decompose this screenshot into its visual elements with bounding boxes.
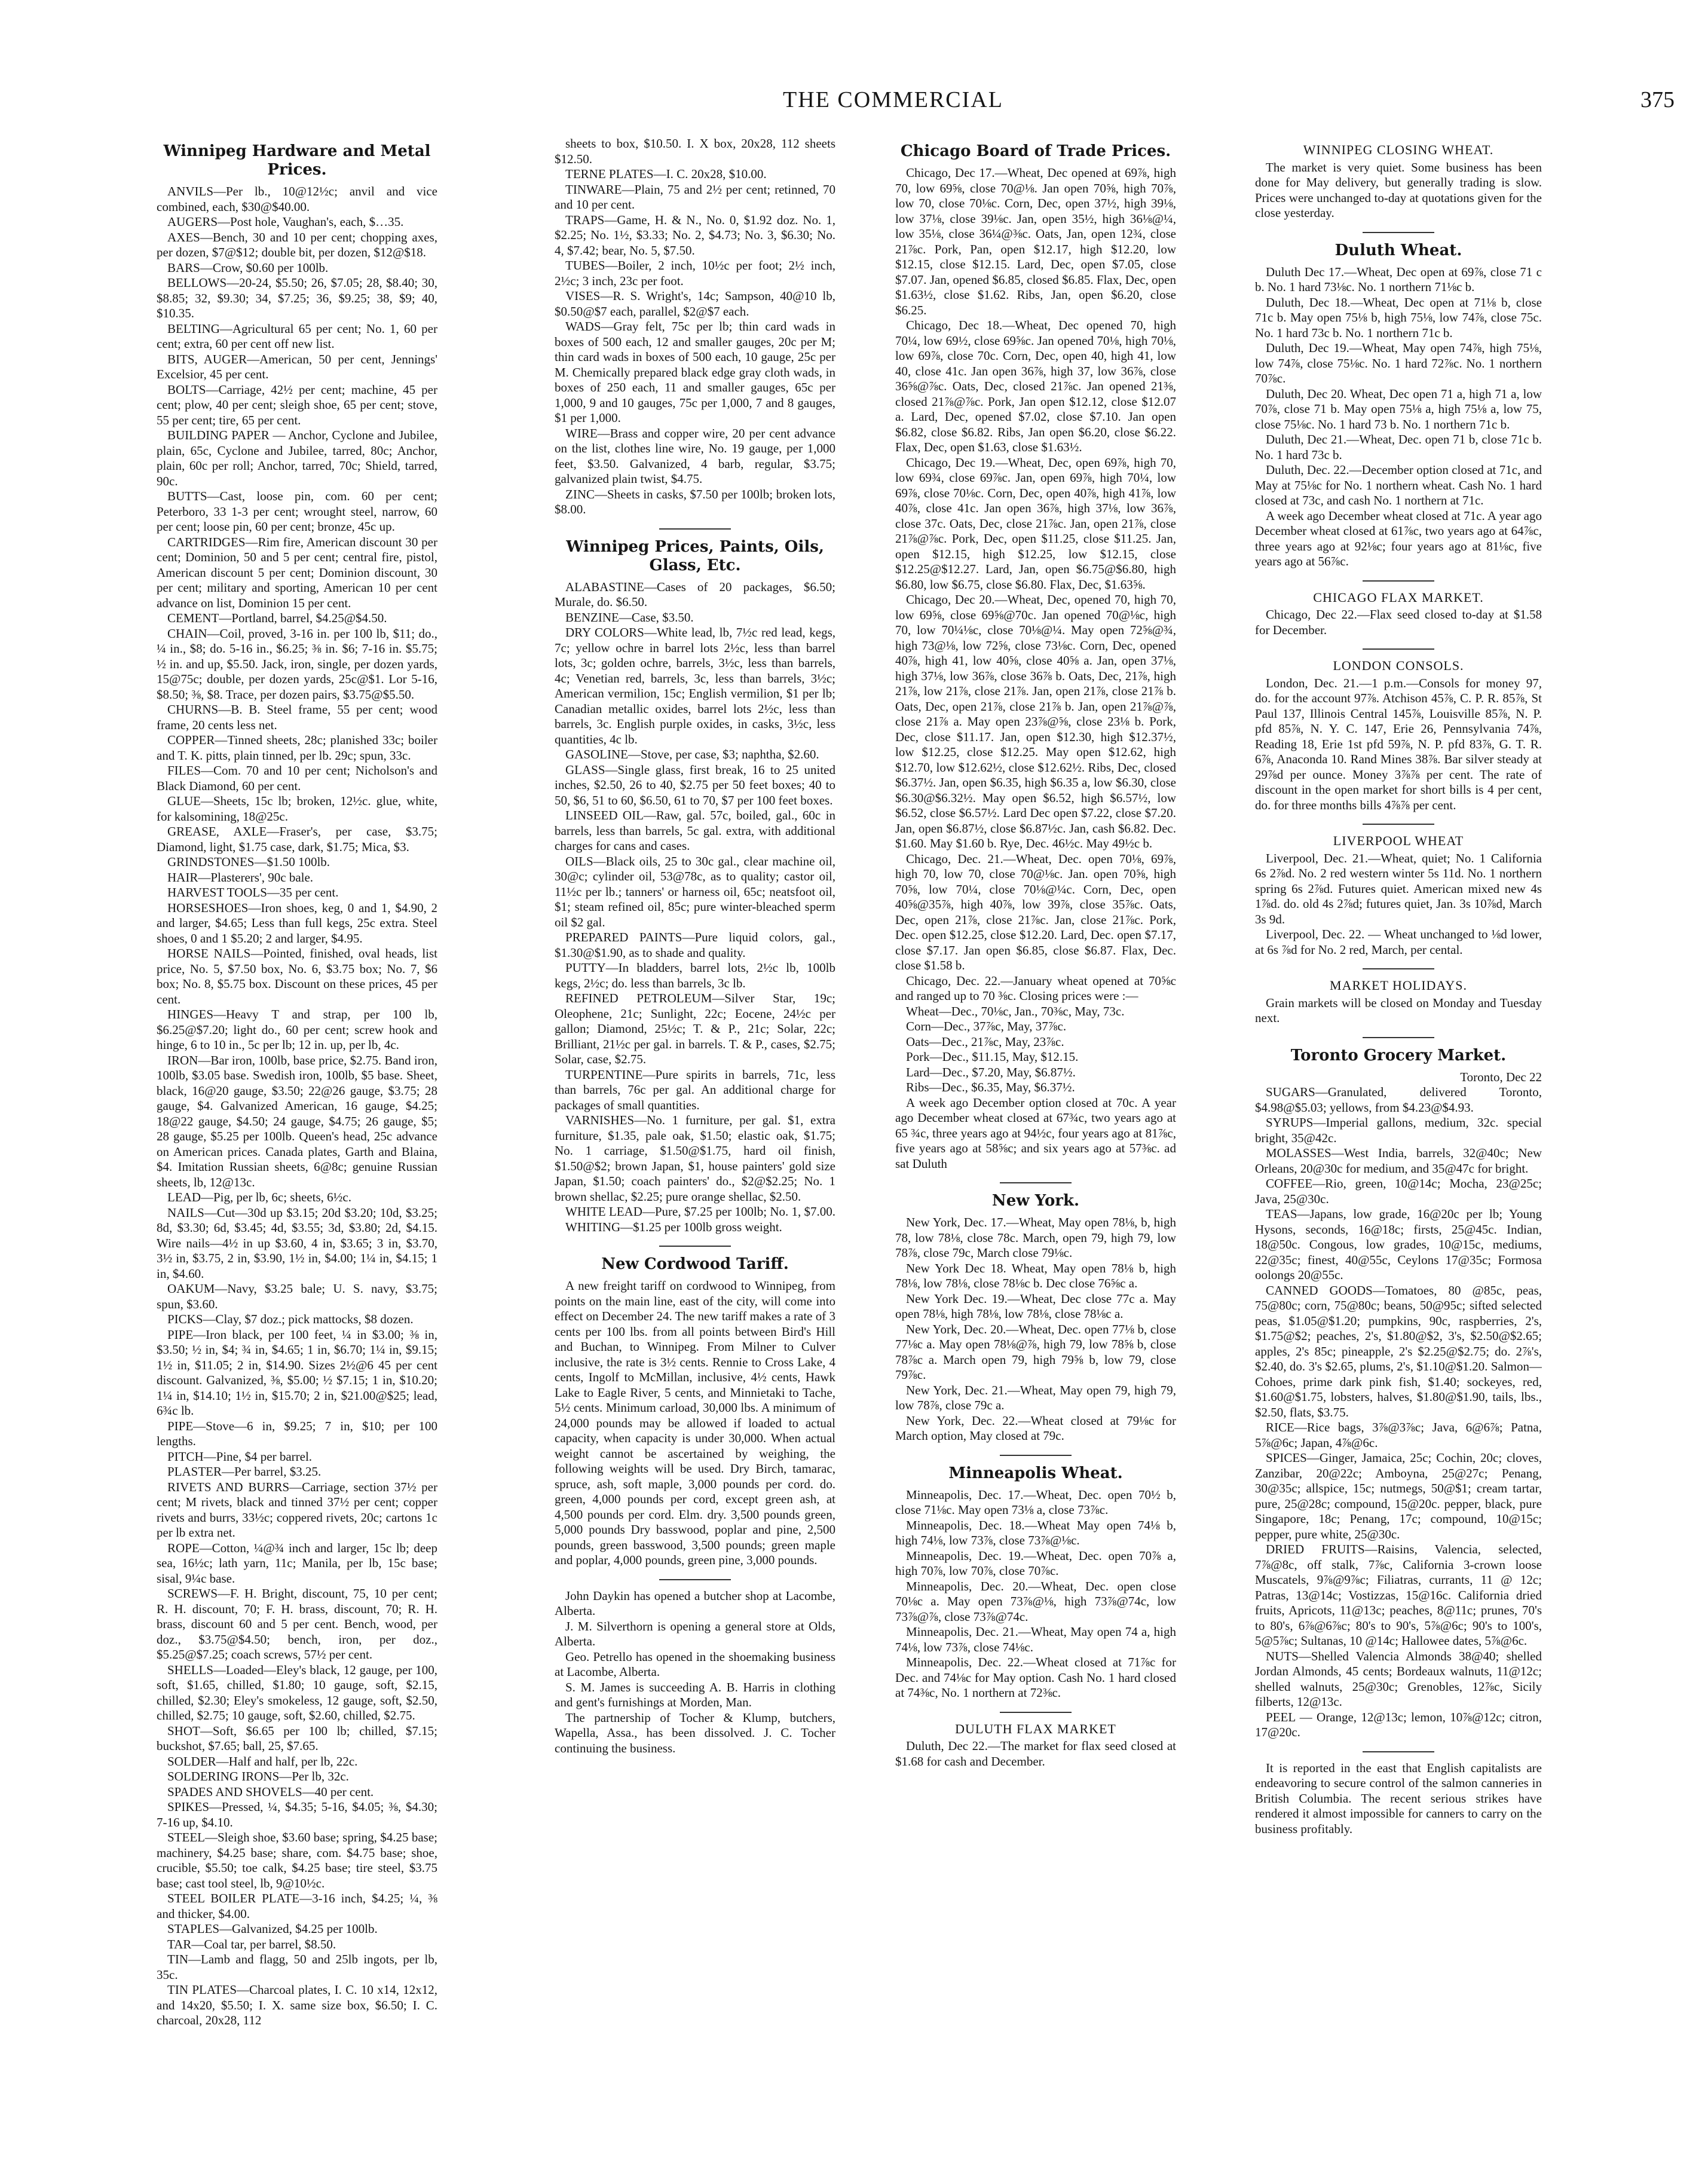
section-heading-minneapolis: Minneapolis Wheat. [948,1464,1123,1482]
news-item: John Daykin has opened a butcher shop at Lacombe, Alberta. [555,1588,835,1618]
section-heading-duluth-wheat: Duluth Wheat. [1334,241,1462,259]
price-entry: SPICES—Ginger, Jamaica, 25c; Cochin, 20c; cloves, Zanzibar, 20@22c; Amboyna, 25@27c; Penang, 30@35c; allspice, 15c; nutmegs, 50@$1; cream tartar, pure, 25@28c; compound, 15@20c. pepper, black, pure Singapore, 18c; Penang, 17c; compound, 10@15c; pepper, pure white, 25@30c. [1255,1451,1542,1541]
price-entry: OILS—Black oils, 25 to 30c gal., clear machine oil, 30@c; cylinder oil, 53@78c, as to quality; castor oil, 11½c per lb.; tanners' or harness oil, 65c; neatsfoot oil, $1; steam refined oil, 85c; pure winter-bleached sperm oil $2 gal. [555,853,835,929]
daily-report: New York, Dec. 22.—Wheat closed at 79⅛c for March option, May closed at 79c. [895,1413,1176,1443]
price-entry: HAIR—Plasterers', 90c bale. [167,870,314,885]
price-entry: DRIED FRUITS—Raisins, Valencia, selected, 7⅞@8c, off stalk, 7⅞c, California 3-crown loose Muscatels, 9⅞@9⅞c; Filiatras, currants, 11 @ 12c; Patras, 13@14c; Vostizzas, 15@16c. California dried fruits, Apricots, 11@13c; peaches, 8@11c; prunes, 70's to 80's, 6⅞@6⅞c; 80's to 90's, 5⅞@6c; 90's to 100's, 5@5⅞c; Sultanas, 10 @14c; Hallowee dates, 5⅞@6c. [1255,1542,1542,1648]
duluth-flax-text: Duluth, Dec 22.—The market for flax seed closed at $1.68 for cash and December. [895,1739,1176,1769]
price-entry: ALABASTINE—Cases of 20 packages, $6.50; Murale, do. $6.50. [555,579,835,609]
daily-report: New York Dec 18. Wheat, May open 78⅛ b, high 78⅛, low 78⅛, close 78⅛c b. Dec close 76⅝c a. [895,1261,1176,1290]
duluth-reports [1255,265,1542,463]
price-entry: SCREWS—F. H. Bright, discount, 75, 10 per cent; R. H. discount, 70; F. H. brass, discount, 70; R. H. brass, discount 60 and 5 per cent. Bench, wood, per doz., $3.75@$4.50; bench, iron, per doz., $5.25@$7.25; coach screws, 57½ per cent. [157,1586,437,1662]
price-entry: PLASTER—Per barrel, $3.25. [167,1464,322,1479]
price-entry: RIVETS AND BURRS—Carriage, section 37½ per cent; M rivets, black and tinned 37½ per cent; copper rivets and burrs, 33½c; coppered rivets, 20c; cartons 1c per lb extra net. [157,1479,437,1540]
price-entry: SYRUPS—Imperial gallons, medium, 32c. special bright, 35@42c. [1255,1115,1542,1145]
divider [1000,1455,1072,1456]
price-entry: CEMENT—Portland, barrel, $4.25@$4.50. [167,611,387,625]
toronto-dateline: Toronto, Dec 22 [1460,1069,1542,1084]
price-entry: BITS, AUGER—American, 50 per cent, Jennings' Excelsior, 45 per cent. [157,351,437,381]
price-entry: GREASE, AXLE—Fraser's, per case, $3.75; Diamond, light, $1.75 case, dark, $1.75; Mica, $3. [157,824,437,854]
minneapolis-reports [895,1488,1176,1701]
price-entry: PUTTY—In bladders, barrel lots, 2½c lb, 100lb kegs, 2½c; do. less than barrels, 3c lb. [555,960,835,990]
price-entry: BELLOWS—20-24, $5.50; 26, $7.05; 28, $8.40; 30, $8.85; 32, $9.30; 34, $7.25; 36, $9.25; 38, $9; 40, $10.35. [157,276,437,320]
price-entry: OAKUM—Navy, $3.25 bale; U. S. navy, $3.75; spun, $3.60. [157,1281,437,1311]
holidays-text: Grain markets will be closed on Monday and Tuesday next. [1255,995,1542,1025]
liverpool-dec-22: Liverpool, Dec. 22. — Wheat unchanged to ⅛d lower, at 6s ⅞d for No. 2 red, March, per cental. [1255,927,1542,957]
daily-report: Minneapolis, Dec. 17.—Wheat, Dec. open 70½ b, close 71⅛c. May open 73⅛ a, close 73⅞c. [895,1487,1176,1517]
column-4 [1255,136,1542,2121]
price-entry: BARS—Crow, $0.60 per 100lb. [167,260,329,275]
price-entry: NAILS—Cut—30d up $3.15; 20d $3.20; 10d, $3.25; 8d, $3.30; 6d, $3.45; 4d, $3.55; 3d, $3.80; 2d, $4.15. Wire nails—4½ in up $3.60, 4 in, $3.65; 3 in, $3.70, 3½ in, $3.75, 2 in, $3.90, 1½ in, $4.00; 1¼ in, $4.15; 1 in, $4.60. [157,1205,437,1281]
price-entry: PIPE—Stove—6 in, $9.25; 7 in, $10; per 100 lengths. [157,1418,437,1448]
column-3 [895,136,1176,2121]
price-entry: STAPLES—Galvanized, $4.25 per 100lb. [167,1922,378,1936]
price-entry: TAR—Coal tar, per barrel, $8.50. [167,1936,336,1951]
toronto-price-list [1255,1085,1542,1740]
price-entry: CHAIN—Coil, proved, 3-16 in. per 100 lb, $11; do., ¼ in., $8; do. 5-16 in., $6.25; ⅜ in. $6; 7-16 in. $5.75; ½ in. and up, $5.50. Jack, iron, single, per dozen yards, 15@75c; double, per dozen yards, 25c@$1. Lor 5-16, $8.50; ⅜, $8. Trace, per dozen pairs, $3.75@$5.50. [157,626,437,702]
duluth-summary: Duluth, Dec. 22.—December option closed at 71c, and May at 75⅛c for No. 1 northern wheat. Cash No. 1 hard closed at 73c, and cash No. 1 northern at 71c. [1255,463,1542,507]
hardware-price-list-continued [555,136,835,518]
price-entry: TERNE PLATES—I. C. 20x28, $10.00. [565,167,767,181]
cordwood-article: A new freight tariff on cordwood to Winnipeg, from points on the main line, east of the city, will come into effect on December 24. The new tariff makes a rate of 3 cents per 100 lbs. from all points between Bird's Hill and Buchan, to Winnipeg. From Milner to Culver inclusive, the rate is 3½ cents. Rennie to Cross Lake, 4 cents, Ingolf to McMillan, inclusive, 4½ cents, Hawk Lake to Eagle River, 5 cents, and Minnietaki to Tache, 5½ cents. Minimum carload, 30,000 lbs. A minimum of 24,000 pounds may be allowed if loaded to actual capacity, when capacity is under 30,000. When actual weight cannot be ascertained by weighing, the following weights will be used. Dry Birch, tamarac, spruce, ash, soft maple, 3,000 pounds per cord. do. green, 4,000 pounds per cord, except green ash, at 4,500 pounds per cord. Elm. dry. 3,500 pounds green, 5,000 pounds Dry basswood, poplar and pine, 2,500 pounds, green basswood, 3,500 pounds; green maple and poplar, 4,000 pounds, green pine, 3,000 pounds. [555,1278,835,1567]
price-entry: TIN—Lamb and flagg, 50 and 25lb ingots, per lb, 35c. [157,1952,437,1982]
section-heading-paints: Winnipeg Prices, Paints, Oils, Glass, Etc. [566,537,824,574]
daily-report: Minneapolis, Dec. 18.—Wheat May open 74⅛ b, high 74⅛, low 73⅞, close 73⅞@⅛c. [895,1518,1176,1547]
news-item: S. M. James is succeeding A. B. Harris in clothing and gent's furnishings at Morden, Man. [555,1679,835,1709]
price-entry: PITCH—Pine, $4 per barrel. [167,1449,313,1464]
hardware-price-list [157,184,437,2029]
price-entry: BELTING—Agricultural 65 per cent; No. 1, 60 per cent; extra, 60 per cent off new list. [157,321,437,351]
price-entry: CHURNS—B. B. Steel frame, 55 per cent; wood frame, 20 cents less net. [157,702,437,732]
price-entry: STEEL BOILER PLATE—3-16 inch, $4.25; ¼, ⅜ and thicker, $4.00. [157,1891,437,1921]
price-entry: HARVEST TOOLS—35 per cent. [167,885,339,900]
price-entry: COFFEE—Rio, green, 10@14c; Mocha, 23@25c; Java, 25@30c. [1255,1176,1542,1206]
price-entry: TRAPS—Game, H. & N., No. 0, $1.92 doz. No. 1, $2.25; No. 1½, $3.33; No. 2, $4.73; No. 3, $6.30; No. 4, $7.42; bear, No. 5, $7.50. [555,212,835,258]
price-entry: VISES—R. S. Wright's, 14c; Sampson, 40@10 lb, $0.50@$7 each, parallel, $2@$7 each. [555,289,835,319]
price-entry: GASOLINE—Stove, per case, $3; naphtha, $2.60. [565,747,819,761]
price-entry: SPADES AND SHOVELS—40 per cent. [167,1784,374,1799]
price-entry: AUGERS—Post hole, Vaughan's, each, $…35. [167,215,404,229]
column-2 [555,136,835,2121]
divider [1363,824,1434,825]
daily-report: Minneapolis, Dec. 21.—Wheat, May open 74 a, high 74⅛, low 73⅞, close 74⅛c. [895,1624,1176,1654]
daily-report: New York, Dec. 20.—Wheat, Dec. open 77⅛ b, close 77⅛c a. May open 78⅛@⅞, high 79, low 78⅝ b, close 78⅞c a. March open 79, high 79⅝ b, low 79, close 79⅞c. [895,1321,1176,1382]
daily-report: Duluth, Dec 18.—Wheat, Dec open at 71⅛ b, close 71c b. May open 75⅛ b, high 75⅛, low 74⅞, close 75c. No. 1 hard 73c b. No. 1 northern 71c b. [1255,295,1542,340]
price-entry: LINSEED OIL—Raw, gal. 57c, boiled, gal., 60c in barrels, less than barrels, 5c gal. extra, with additional charges for cans and cases. [555,808,835,853]
daily-report: Chicago, Dec 19.—Wheat, Dec, open 69⅞, high 70, low 69¾, close 69⅞c. Jan, open 69⅞, high 70¼, low 69⅞, close 70⅛c. Corn, Dec, open 40⅞, high 41⅞, low 40⅞, close 41c. Jan open 36⅞, high 37⅛, low 36⅞, close 37c. Oats, Dec, close 21⅞c. Jan, open 21⅞, close 21⅞@⅞c. Pork, Dec, open $11.25, close $11.25. Jan, open $12.15, high $12.25, low $12.15, close $12.25@$12.27. Lard, Jan, open $6.75@$6.80, high $6.80, low $6.75, close $6.80. Flax, Dec, $1.63⅝. [895,455,1176,592]
paints-price-list [555,580,835,1235]
news-item: The partnership of Tocher & Klump, butchers, Wapella, Assa., has been dissolved. J. C. Tocher continuing the business. [555,1710,835,1755]
daily-report: Chicago, Dec 20.—Wheat, Dec, opened 70, high 70, low 69⅝, close 69⅝@70c. Jan opened 70@⅛c, high 70, low 70¼⅛c, close 70⅛@¼. May open 72⅝@¾, high 73@⅛, low 72⅝, close 73⅛c. Corn, Dec, opened 40⅞, high 41, low 40⅝, close 40⅝ a. Jan, open 37⅛, high 37⅛, low 36⅞, close 36⅞ b. Oats, Dec, 21⅞, high 21⅞, low 21⅞, close 21⅞. Jan, open 21⅞, close 21⅞ b. Oats, Dec, open 21⅞, close 21⅞ b. Jan, open 21⅞@⅞, close 21⅞ a. May open 23⅞@⅝, close 23⅛ b. Pork, Dec, close $11.17. Jan, open $12.30, high $12.37½, low $12.25, close $12.25. May open $12.62, high $12.70, low $12.62½, close $12.62½. Ribs, Dec, closed $6.37½. Jan, open $6.35, high $6.35 a, low $6.30, close $6.30@$6.32½. May open $6.52, high $6.57½, low $6.52, close $6.57½. Lard Dec open $7.22, close $7.20. Jan, open $6.87½, close $6.87½c. Jan, cash $6.82. Dec. $1.60. May $1.60 b. Rye, Dec. 46½c. May 49½c b. [895,592,1176,851]
price-entry: BENZINE—Case, $3.50. [565,610,694,625]
chicago-closing-prices [895,1004,1176,1096]
price-entry: TUBES—Boiler, 2 inch, 10½c per foot; 2½ inch, 2½c; 3 inch, 23c per foot. [555,258,835,288]
daily-report: Minneapolis, Dec. 22.—Wheat closed at 71⅞c for Dec. and 74⅛c for May option. Cash No. 1 hard closed at 74⅜c, No. 1 northern at 72⅜c. [895,1655,1176,1700]
divider [659,1246,731,1247]
price-entry: RICE—Rice bags, 3⅞@3⅞c; Java, 6@6⅞; Patna, 5⅞@6c; Japan, 4⅞@6c. [1255,1420,1542,1450]
price-entry: LEAD—Pig, per lb, 6c; sheets, 6½c. [167,1190,351,1204]
running-head: THE COMMERCIAL [783,87,1003,112]
liverpool-text: Liverpool, Dec. 21.—Wheat, quiet; No. 1 California 6s 2⅞d. No. 2 red western winter 5s 11d. No. 1 northern spring 6s 2⅞d. Futures quiet. American mixed new 4s 1⅞d. do. old 4s 2⅞d; futures quiet, Jan. 3s 10⅞d, March 3s 9d. [1255,851,1542,926]
daily-report: Duluth, Dec 20. Wheat, Dec open 71 a, high 71 a, low 70⅞, close 71 b. May open 75⅛ a, high 75⅛ a, low 75, close 75⅛c. No. 1 hard 73 b. No. 1 northern 71c b. [1255,386,1542,432]
salmon-cannery-note: It is reported in the east that English capitalists are endeavoring to secure control of the salmon canneries in British Columbia. The recent serious strikes have rendered it almost impossible for canners to carry on the business profitably. [1255,1760,1542,1836]
price-entry: GRINDSTONES—$1.50 100lb. [167,855,330,869]
section-heading-toronto: Toronto Grocery Market. [1290,1046,1507,1064]
winnipeg-closing-text: The market is very quiet. Some business has been done for May delivery, but generally trading is slow. Prices were unchanged to-day at quotations given for the close yesterday. [1255,160,1542,220]
business-news-list [555,1589,835,1757]
price-entry: CARTRIDGES—Rim fire, American discount 30 per cent; Dominion, 50 and 5 per cent; central fire, pistol, American discount 5 per cent; Dominion discount, 30 per cent; military and sporting, American 10 per cent advance on list, Dominion 15 per cent. [157,534,437,610]
divider [1363,648,1434,650]
divider [1363,1751,1434,1752]
chicago-daily-reports [895,166,1176,974]
section-heading-chicago: Chicago Board of Trade Prices. [900,142,1171,160]
closing-price-line: Corn—Dec., 37⅞c, May, 37⅞c. [906,1019,1067,1033]
price-entry: HINGES—Heavy T and strap, per 100 lb, $6.25@$7.20; light do., 60 per cent; screw hook and hinge, 6 to 10 in., 5c per lb; 12 in. up, per lb, 4c. [157,1007,437,1052]
price-entry: COPPER—Tinned sheets, 28c; planished 33c; boiler and T. K. pitts, plain tinned, per lb. 29c; spun, 33c. [157,733,437,763]
price-entry: PIPE—Iron black, per 100 feet, ¼ in $3.00; ⅜ in, $3.50; ½ in, $4; ¾ in, $4.65; 1 in, $6.70; 1¼ in, $9.15; 1½ in, $11.05; 2 in, $14.90. Sizes 2½@6 45 per cent discount. Galvanized, ⅜, $5.00; ½ $7.15; 1 in, $10.20; 1¼ in, $14.10; 1½ in, $15.70; 2 in, $21.00@$25; lead, 6¾c lb. [157,1327,437,1418]
price-entry: HORSESHOES—Iron shoes, keg, 0 and 1, $4.90, 2 and larger, $4.65; Less than full kegs, 25c extra. Steel shoes, 0 and 1 $5.20; 2 and larger, $4.95. [157,900,437,946]
daily-report: Minneapolis, Dec. 19.—Wheat, Dec. open 70⅞ a, high 70⅞, low 70⅞, close 70⅞c. [895,1548,1176,1578]
section-heading-liverpool: LIVERPOOL WHEAT [1333,833,1464,848]
divider [1363,232,1434,233]
price-entry: TEAS—Japans, low grade, 16@20c per lb; Young Hysons, seconds, 16@18c; firsts, 25@45c. Indian, 18@50c. Congous, low grades, 10@15c, mediums, 22@35c; finest, 40@55c, Ceylons 17@35c; Formosa oolongs 20@55c. [1255,1207,1542,1282]
section-heading-winnipeg-closing: WINNIPEG CLOSING WHEAT. [1303,142,1494,157]
daily-report: New York, Dec. 21.—Wheat, May open 79, high 79, low 78⅞, close 79c a. [895,1382,1176,1412]
price-entry: AXES—Bench, 30 and 10 per cent; chopping axes, per dozen, $7@$12; double bit, per dozen, $12@$18. [157,230,437,259]
price-entry: SPIKES—Pressed, ¼, $4.35; 5-16, $4.05; ⅜, $4.30; 7-16 up, $4.10. [157,1800,437,1830]
section-heading-holidays: MARKET HOLIDAYS. [1330,978,1467,993]
london-consols-text: London, Dec. 21.—1 p.m.—Consols for money 97, do. for the account 97⅞. Atchison 45⅞, C. P. R. 85⅞, St Paul 137, Illinois Central 145⅞, Louisville 85⅞, N. P. pfd 85⅞, N. Y. C. 147, Erie 26, Pennsylvania 74⅞, Reading 18, Erie 1st pfd 59⅞, N. P. pfd 83⅞, G. T. R. 6⅞, Anaconda 10. Rand Mines 38⅞. Bar silver steady at 29⅞d per ounce. Money 3⅞⅞ per cent. The rate of discount in the open market for short bills is 4 per cent, do. for three months bills 4⅞⅞ per cent. [1255,675,1542,812]
price-entry: WIRE—Brass and copper wire, 20 per cent advance on the list, clothes line wire, No. 19 gauge, per 1,000 feet, $3.50. Galvanized, 4 barb, regular, $3.75; galvanized plain twist, $4.75. [555,426,835,486]
divider [1363,968,1434,969]
closing-price-line: Wheat—Dec., 70⅛c, Jan., 70⅜c, May, 73c. [906,1004,1125,1018]
price-entry: PICKS—Clay, $7 doz.; pick mattocks, $8 dozen. [167,1312,414,1326]
divider [659,528,731,530]
price-entry: TURPENTINE—Pure spirits in barrels, 71c, less than barrels, 76c per gal. An additional charge for packages of small quantities. [555,1067,835,1112]
divider [1000,1182,1072,1183]
price-entry: NUTS—Shelled Valencia Almonds 38@40; shelled Jordan Almonds, 45 cents; Bordeaux walnuts, 11@12c; shelled walnuts, 25@30c; Grenobles, 12⅞c, Sicily filberts, 12@13c. [1255,1648,1542,1709]
price-entry: HORSE NAILS—Pointed, finished, oval heads, list price, No. 5, $7.50 box, No. 6, $3.75 box; No. 7, $6 box; No. 8, $5.75 box. Discount on these prices, 45 per cent. [157,946,437,1006]
price-entry: DRY COLORS—White lead, lb, 7½c red lead, kegs, 7c; yellow ochre in barrel lots 2½c, less than barrel lots, 3c; golden ochre, barrels, 3½c, less than barrels, 4c; Venetian red, barrels, 3c, less than barrels, 3½c; American vermilion, 15c; English vermilion, $1 per lb; Canadian metallic oxides, barrel lots 2½c, less than barrels, 3c. English purple oxides, in casks, 3½c, less quantities, 4c lb. [555,625,835,747]
page-number: 375 [1640,87,1675,112]
section-heading-london-consols: LONDON CONSOLS. [1333,658,1464,673]
price-entry: BOLTS—Carriage, 42½ per cent; machine, 45 per cent; plow, 40 per cent; sleigh shoe, 65 per cent; stove, 55 per cent; tire, 65 per cent. [157,382,437,427]
price-entry: BUILDING PAPER — Anchor, Cyclone and Jubilee, plain, 65c, Cyclone and Jubilee, tarred, 80c; Anchor, plain, 60c per roll; Anchor, tarred, 70c; Shield, tarred, 90c. [157,428,437,488]
price-entry: WHITE LEAD—Pure, $7.25 per 100lb; No. 1, $7.00. [565,1204,835,1219]
price-entry: WHITING—$1.25 per 100lb gross weight. [565,1219,782,1234]
section-heading-chicago-flax: CHICAGO FLAX MARKET. [1313,589,1484,605]
chicago-week-ago: A week ago December option closed at 70c. A year ago December wheat closed at 67¾c, two years ago at 65 ¾c, three years ago at 94½c, four years ago at 81⅞c, five years ago at 58⅝c; and six years ago at 57⅜c. ad sat Duluth [895,1095,1176,1171]
price-entry: SUGARS—Granulated, delivered Toronto, $4.98@$5.03; yellows, from $4.23@$4.93. [1255,1085,1542,1115]
price-entry: REFINED PETROLEUM—Silver Star, 19c; Oleophene, 21c; Sunlight, 22c; Eocene, 24½c per gallon; Diamond, 25½c; T. & P., 21c; Solar, 22c; Brilliant, 21½c per gal. in barrels. T. & P., cases, $2.75; Solar, case, $2.75. [555,991,835,1066]
price-entry: STEEL—Sleigh shoe, $3.60 base; spring, $4.25 base; machinery, $4.25 base; share, com. $4.75 base; shoe, crucible, $5.50; toe calk, $4.25 base; tire steel, $3.75 base; cast tool steel, lb, 9@10½c. [157,1830,437,1890]
price-entry: SHOT—Soft, $6.65 per 100 lb; chilled, $7.15; buckshot, $7.65; ball, 25, $7.65. [157,1723,437,1753]
price-entry: BUTTS—Cast, loose pin, com. 60 per cent; Peterboro, 33 1-3 per cent; wrought steel, narrow, 60 per cent; loose pin, 60 per cent; bronze, 45c up. [157,489,437,534]
daily-report: Duluth Dec 17.—Wheat, Dec open at 69⅞, close 71 c b. No. 1 hard 73⅛c. No. 1 northern 71⅛c b. [1255,264,1542,294]
daily-report: Duluth, Dec 21.—Wheat, Dec. open 71 b, close 71c b. No. 1 hard 73c b. [1255,432,1542,462]
section-heading-hardware: Winnipeg Hardware and Metal Prices. [163,142,431,179]
price-entry: CANNED GOODS—Tomatoes, 80 @85c, peas, 75@80c; corn, 75@80c; beans, 50@95c; sifted selected peas, $1.05@$1.20; pumpkins, 90c, raspberries, 2's, $1.75@$2; peaches, 2's, $1.80@$2, 3's, $2.50@$2.65; apples, 2's 85c; pineapple, 2's $2.25@$2.75; do. 2⅞'s, $2.40, do. 3's $2.65, plums, 2's, $1.10@$1.20. Salmon—Cohoes, prime dark pink fish, $1.40; sockeyes, red, $1.60@$1.75, lobsters, halves, $1.80@$1.90, tails, lbs., $2.50, flats, $3.75. [1255,1283,1542,1419]
price-entry: ANVILS—Per lb., 10@12½c; anvil and vice combined, each, $30@$40.00. [157,184,437,214]
chicago-flax-text: Chicago, Dec 22.—Flax seed closed to-day at $1.58 for December. [1255,607,1542,637]
daily-report: New York Dec. 19.—Wheat, Dec close 77c a. May open 78⅛, high 78⅛, low 78⅛, close 78⅛c a. [895,1291,1176,1321]
price-entry: SOLDER—Half and half, per lb, 22c. [167,1754,358,1769]
price-entry: WADS—Gray felt, 75c per lb; thin card wads in boxes of 500 each, 12 and smaller gauges, 20c per M; thin card wads in boxes of 500 each, 10 gauge, 25c per M. Chemically prepared black edge gray cloth wads, in boxes of 250 each, 11 and smaller gauges, 65c per 1,000, 9 and 10 gauges, 75c per 1,000, 7 and 8 gauges, $1 per 1,000. [555,319,835,425]
price-entry: SHELLS—Loaded—Eley's black, 12 gauge, per 100, soft, $1.65, chilled, $1.80; 10 gauge, soft, $2.15, chilled, $2.30; Eley's smokeless, 12 gauge, soft, $2.50, chilled, $2.75; 10 gauge, soft, $2.60, chilled, $2.75. [157,1662,437,1723]
closing-price-line: Oats—Dec., 21⅞c, May, 23⅞c. [906,1034,1064,1049]
divider [1000,1712,1072,1713]
price-entry: MOLASSES—West India, barrels, 32@40c; New Orleans, 20@30c for medium, and 35@47c for bright. [1255,1146,1542,1176]
divider [1363,1037,1434,1038]
column-1 [157,136,437,2121]
daily-report: Duluth, Dec 19.—Wheat, May open 74⅞, high 75⅛, low 74⅞, close 75⅛c. No. 1 hard 72⅞c. No. 1 northern 70⅞c. [1255,341,1542,386]
price-entry: SOLDERING IRONS—Per lb, 32c. [167,1769,349,1783]
price-entry: TIN PLATES—Charcoal plates, I. C. 10 x14, 12x12, and 14x20, $5.50; I. X. same size box, $6.50; I. C. charcoal, 20x28, 112 [157,1983,437,2027]
price-entry: ROPE—Cotton, ¼@¾ inch and larger, 15c lb; deep sea, 16½c; lath yarn, 11c; Manila, per lb, 15c base; sisal, 9¼c base. [157,1540,437,1586]
price-entry: IRON—Bar iron, 100lb, base price, $2.75. Band iron, 100lb, $3.05 base. Swedish iron, 100lb, $5 base. Sheet, black, 16@20 gauge, $3.50; 22@26 gauge, $3.75; 28 gauge, $4. Galvanized American, 16 gauge, $4.25; 18@22 gauge, $4.50; 24 gauge, $4.75; 26 gauge, $5; 28 gauge, $5.25 per 100lb. Queen's head, 25c advance on American prices. Canada plates, Garth and Blaina, $4. Imitation Russian sheets, 6@8c; genuine Russian sheets, lb, 12@13c. [157,1053,437,1189]
closing-price-line: Lard—Dec., $7.20, May, $6.87½. [906,1064,1076,1079]
news-item: J. M. Silverthorn is opening a general store at Olds, Alberta. [555,1619,835,1648]
section-heading-duluth-flax: DULUTH FLAX MARKET [955,1721,1116,1736]
duluth-week-ago: A week ago December wheat closed at 71c. A year ago December wheat closed at 61⅞c, two years ago at 64⅞c, three years ago at 92⅛c; four years ago at 81⅛c, five years ago at 56⅞c. [1255,508,1542,568]
daily-report: Chicago, Dec 17.—Wheat, Dec opened at 69⅞, high 70, low 69⅝, close 70@⅛. Jan open 70⅝, high 70⅞, low 70, close 70⅛c. Corn, Dec, open 37½, high 39⅛, low 37⅛, close 39⅛c. Jan, open 35½, high 36⅛@¼, low 35⅛, close 36¼@⅜c. Oats, Jan, open 12¾, close 21⅞c. Pork, Pan, open $12.17, high $12.20, low $12.15, close $12.15. Lard, Dec, open $7.05, close $7.07. Jan, opened $6.85, closed $6.85. Flax, Dec, open $1.63½, close $1.62. Ribs, Jan, open $6.20, close $6.25. [895,166,1176,317]
closing-price-line: Ribs—Dec., $6.35, May, $6.37½. [906,1080,1075,1094]
price-entry: TINWARE—Plain, 75 and 2½ per cent; retinned, 70 and 10 per cent. [555,182,835,212]
price-entry: FILES—Com. 70 and 10 per cent; Nicholson's and Black Diamond, 60 per cent. [157,763,437,793]
section-heading-new-york: New York. [991,1192,1080,1210]
new-york-reports [895,1215,1176,1444]
news-item: Geo. Petrello has opened in the shoemaking business at Lacombe, Alberta. [555,1649,835,1679]
price-entry: ZINC—Sheets in casks, $7.50 per 100lb; broken lots, $8.00. [555,487,835,516]
divider [659,1579,731,1580]
daily-report: Minneapolis, Dec. 20.—Wheat, Dec. open close 70⅛c a. May open 73⅞@⅛, high 73⅞@74c, low 73⅞@⅞, close 73⅞@74c. [895,1578,1176,1624]
divider [1363,580,1434,582]
price-entry: GLUE—Sheets, 15c lb; broken, 12½c. glue, white, for kalsomining, 18@25c. [157,794,437,824]
price-entry: sheets to box, $10.50. I. X box, 20x28, 112 sheets $12.50. [555,136,835,166]
daily-report: New York, Dec. 17.—Wheat, May open 78⅛, b, high 78, low 78⅛, close 78c. March, open 79, high 79, low 78⅞, close 79c, March close 79⅛c. [895,1215,1176,1260]
price-entry: PEEL — Orange, 12@13c; lemon, 10⅞@12c; citron, 17@20c. [1255,1709,1542,1739]
chicago-summary: Chicago, Dec. 22.—January wheat opened at 70⅝c and ranged up to 70 ⅜c. Closing prices were :— [895,973,1176,1003]
daily-report: Chicago, Dec. 21.—Wheat, Dec. open 70⅛, 69⅞, high 70, low 70, close 70@⅛c. Jan. open 70⅝, high 70⅝, low 70¼, close 70⅛@¼c. Corn, Dec, open 40⅝@35⅞, high 40⅞, low 39⅞, close 35⅞c. Oats, Dec, open 21⅞, close 21⅞c. Jan, close 21⅞c. Pork, Dec. open $12.25, close $12.20. Lard, Dec. open $7.17, close $7.17. Jan open $6.85, close $6.87. Flax, Dec. close $1.58 b. [895,851,1176,972]
price-entry: GLASS—Single glass, first break, 16 to 25 united inches, $2.50, 26 to 40, $2.75 per 50 feet boxes; 40 to 50, $6, 51 to 60, $6.50, 61 to 70, $7 per 100 feet boxes. [555,762,835,807]
closing-price-line: Pork—Dec., $11.15, May, $12.15. [906,1050,1079,1064]
daily-report: Chicago, Dec 18.—Wheat, Dec opened 70, high 70¼, low 69½, close 69⅝c. Jan opened 70⅛, high 70⅛, low 69⅞, close 70c. Corn, Dec, open 40, high 41, low 40, close 41c. Jan open 36⅞, high 37, low 36⅞, close 36⅝@⅞c. Oats, Dec, closed 21⅞c. Jan opened 21⅜, closed 21⅞@⅞c. Pork, Jan open $12.12, close $12.07 a. Lard, Dec, opened $7.02, close $7.10. Jan open $6.82, close $6.82. Ribs, Jan open $6.20, close $6.22. Flax, Dec, open $1.63, close $1.63½. [895,318,1176,454]
price-entry: VARNISHES—No. 1 furniture, per gal. $1, extra furniture, $1.35, pale oak, $1.50; elastic oak, $1.75; No. 1 carriage, $1.50@$1.75, hard oil finish, $1.50@$2; brown Japan, $1, house painters' gold size Japan, $1.50; coach painters' do., $2@$2.25; No. 1 brown shellac, $2.25; pure orange shellac, $2.50. [555,1113,835,1204]
section-heading-cordwood: New Cordwood Tariff. [601,1255,789,1273]
price-entry: PREPARED PAINTS—Pure liquid colors, gal., $1.30@$1.90, as to shade and quality. [555,930,835,960]
